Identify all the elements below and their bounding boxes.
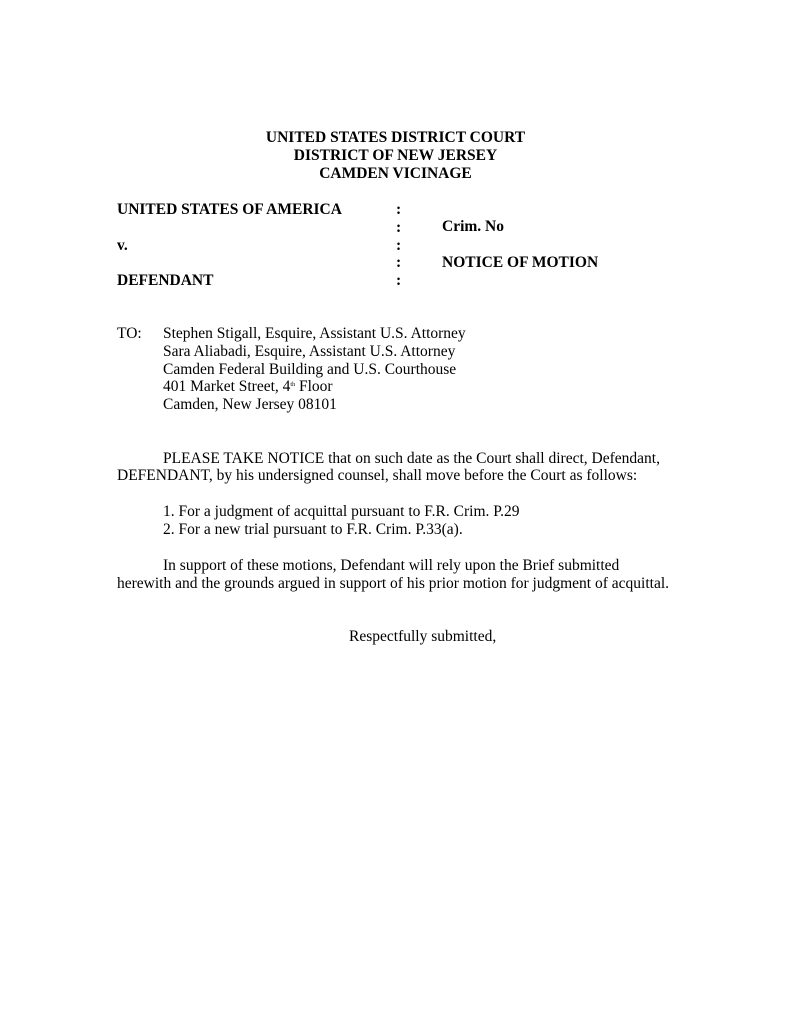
court-district: DISTRICT OF NEW JERSEY bbox=[293, 147, 498, 164]
caption-colon: : bbox=[396, 219, 402, 236]
caption-colon: : bbox=[396, 201, 402, 218]
closing-text: Respectfully submitted, bbox=[349, 628, 497, 645]
notice-paragraph-line: PLEASE TAKE NOTICE that on such date as the Court shall direct, Defendant, bbox=[163, 450, 660, 467]
recipient-street bbox=[163, 378, 333, 396]
caption-plaintiff: UNITED STATES OF AMERICA bbox=[117, 201, 342, 218]
caption-versus: v. bbox=[117, 237, 128, 254]
recipient-line: Camden Federal Building and U.S. Courthouse bbox=[163, 361, 457, 378]
motion-item: 2. For a new trial pursuant to F.R. Crim. P.33(a). bbox=[163, 521, 463, 538]
notice-paragraph-line: DEFENDANT, by his undersigned counsel, shall move before the Court as follows: bbox=[117, 467, 638, 484]
caption-defendant: DEFENDANT bbox=[117, 272, 214, 289]
caption-document-title: NOTICE OF MOTION bbox=[442, 254, 599, 271]
recipient-line: Stephen Stigall, Esquire, Assistant U.S. Attorney bbox=[163, 325, 466, 342]
to-label: TO: bbox=[117, 325, 142, 342]
caption-colon: : bbox=[396, 272, 402, 289]
street-suffix: Floor bbox=[295, 378, 333, 395]
motion-item: 1. For a judgment of acquittal pursuant to F.R. Crim. P.29 bbox=[163, 503, 520, 520]
support-paragraph-line: In support of these motions, Defendant will rely upon the Brief submitted bbox=[163, 557, 620, 574]
caption-colon: : bbox=[396, 254, 402, 271]
court-name: UNITED STATES DISTRICT COURT bbox=[265, 129, 526, 146]
street-prefix: 401 Market Street, 4 bbox=[163, 378, 291, 395]
support-paragraph-line: herewith and the grounds argued in support of his prior motion for judgment of acquittal. bbox=[117, 575, 670, 592]
court-vicinage: CAMDEN VICINAGE bbox=[319, 165, 472, 182]
recipient-city: Camden, New Jersey 08101 bbox=[163, 396, 337, 413]
caption-crim-no: Crim. No bbox=[442, 218, 504, 235]
street-ordinal: th bbox=[290, 382, 296, 388]
caption-colon: : bbox=[396, 237, 402, 254]
recipient-line: Sara Aliabadi, Esquire, Assistant U.S. Attorney bbox=[163, 343, 456, 360]
